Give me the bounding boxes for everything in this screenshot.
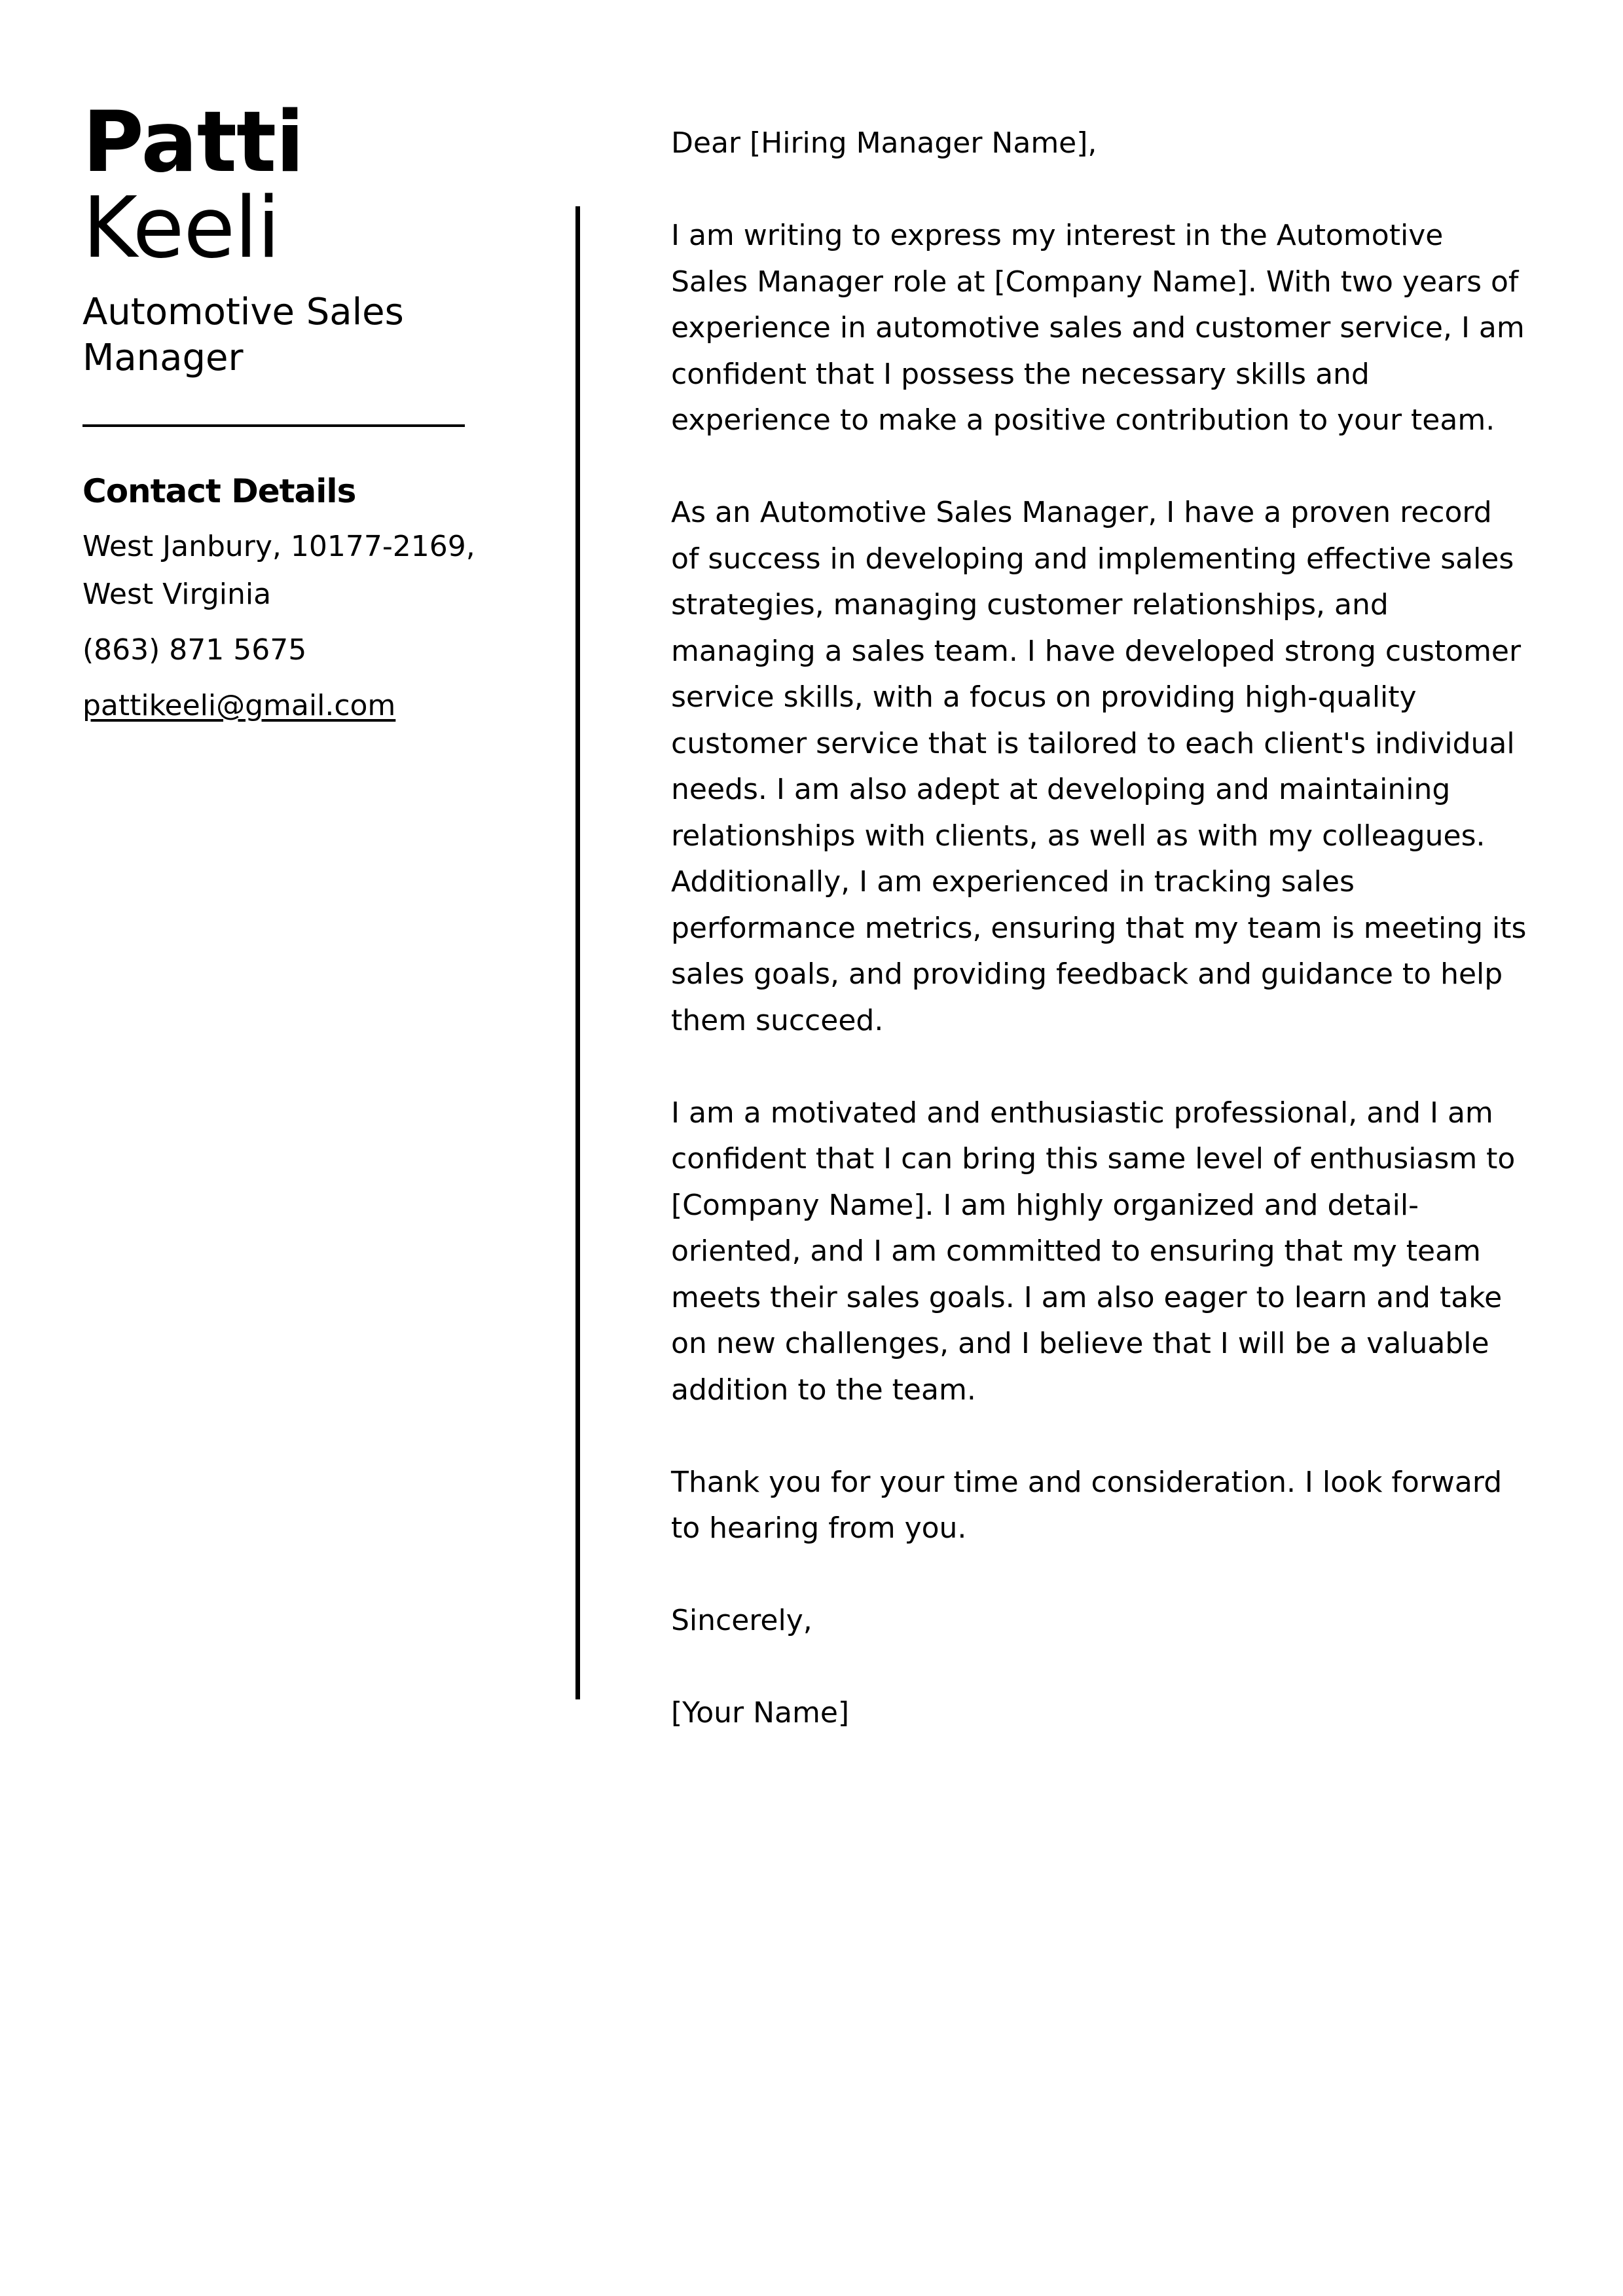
- last-name: Keeli: [82, 179, 280, 277]
- sidebar: [82, 94, 475, 730]
- contact-phone: (863) 871 5675: [82, 633, 307, 667]
- vertical-divider: [575, 206, 580, 1699]
- closing: Sincerely,: [671, 1604, 812, 1637]
- letter-body: [671, 120, 1529, 1737]
- signature: [Your Name]: [671, 1696, 850, 1730]
- contact-email-link[interactable]: pattikeeli@gmail.com: [82, 689, 396, 722]
- letter-paragraph: As an Automotive Sales Manager, I have a proven record of success in developing and implementing effective sales strategies, managing customer relationships, and managing a sales team. I have developed strong customer service skills, with a focus on providing high-quality customer service that is tailored to each client's individual needs. I am also adept at developing and maintaining relationships with clients, as well as with my colleagues. Additionally, I am experienced in tracking sales performance metrics, ensuring that my team is meeting its sales goals, and providing feedback and guidance to help them succeed.: [671, 496, 1527, 1037]
- job-title: Automotive Sales Manager: [82, 291, 404, 379]
- letter-paragraph: Thank you for your time and consideration. I look forward to hearing from you.: [671, 1465, 1503, 1545]
- letter-paragraph: I am a motivated and enthusiastic professional, and I am confident that I can bring this same level of enthusiasm to [Company Name]. I am highly organized and detail-oriented, and I am committed to ensuring that my team meets their sales goals. I am also eager to learn and take on new challenges, and I believe that I will be a valuable addition to the team.: [671, 1096, 1516, 1407]
- salutation: Dear [Hiring Manager Name],: [671, 126, 1097, 160]
- first-name: Patti: [82, 94, 304, 191]
- section-divider: [82, 424, 465, 427]
- letter-paragraph: I am writing to express my interest in the Automotive Sales Manager role at [Company Name]. With two years of experience in automotive sales and customer service, I am confident that I possess the necessary skills and experience to make a positive contribution to your team.: [671, 219, 1525, 437]
- contact-heading: Contact Details: [82, 472, 356, 510]
- contact-address: West Janbury, 10177-2169, West Virginia: [82, 530, 475, 611]
